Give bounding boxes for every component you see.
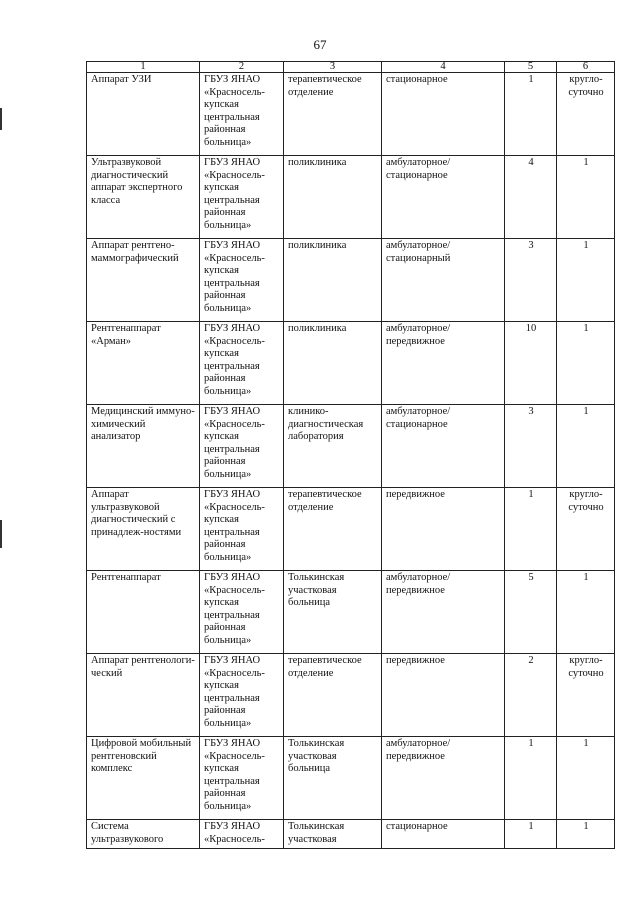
table-row	[87, 405, 615, 488]
column-header: 6	[557, 62, 615, 73]
care-type-cell: амбулаторное/ стационарный	[382, 239, 505, 322]
shift-cell: 1	[557, 156, 615, 239]
equipment-name-cell: Аппарат ультразвуковой диагностический с принадлеж-ностями	[87, 488, 200, 571]
care-type-cell: стационарное	[382, 820, 505, 849]
care-type-cell: передвижное	[382, 654, 505, 737]
shift-cell: кругло-суточно	[557, 488, 615, 571]
care-type-cell: амбулаторное/ стационарное	[382, 156, 505, 239]
institution-cell: ГБУЗ ЯНАО «Красносель-купская центральная районная больница»	[200, 322, 284, 405]
department-cell: поликлиника	[284, 322, 382, 405]
equipment-name-cell: Цифровой мобильный рентгеновский комплекс	[87, 737, 200, 820]
page-number: 67	[313, 37, 327, 52]
scan-mark-bottom	[0, 520, 2, 548]
table-header-row	[87, 62, 615, 73]
column-header: 1	[87, 62, 200, 73]
quantity-cell: 1	[505, 737, 557, 820]
care-type-cell: передвижное	[382, 488, 505, 571]
quantity-cell: 1	[505, 73, 557, 156]
table-row	[87, 737, 615, 820]
shift-cell: 1	[557, 737, 615, 820]
shift-cell: 1	[557, 322, 615, 405]
quantity-cell: 1	[505, 820, 557, 849]
department-cell: Толькинская участковая	[284, 820, 382, 849]
quantity-cell: 2	[505, 654, 557, 737]
shift-cell: кругло-суточно	[557, 73, 615, 156]
equipment-name-cell: Ультразвуковой диагностический аппарат экспертного класса	[87, 156, 200, 239]
institution-cell: ГБУЗ ЯНАО «Красносель-купская центральная районная больница»	[200, 571, 284, 654]
department-cell: терапевтическое отделение	[284, 488, 382, 571]
institution-cell: ГБУЗ ЯНАО «Красносель-купская центральная районная больница»	[200, 73, 284, 156]
equipment-name-cell: Аппарат рентгенологи-ческий	[87, 654, 200, 737]
shift-cell: 1	[557, 239, 615, 322]
institution-cell: ГБУЗ ЯНАО «Красносель-	[200, 820, 284, 849]
column-header: 3	[284, 62, 382, 73]
care-type-cell: амбулаторное/ стационарное	[382, 405, 505, 488]
shift-cell: 1	[557, 571, 615, 654]
quantity-cell: 4	[505, 156, 557, 239]
table-row	[87, 488, 615, 571]
care-type-cell: амбулаторное/ передвижное	[382, 322, 505, 405]
department-cell: поликлиника	[284, 156, 382, 239]
institution-cell: ГБУЗ ЯНАО «Красносель-купская центральная районная больница»	[200, 654, 284, 737]
quantity-cell: 5	[505, 571, 557, 654]
department-cell: Толькинская участковая больница	[284, 571, 382, 654]
department-cell: терапевтическое отделение	[284, 73, 382, 156]
institution-cell: ГБУЗ ЯНАО «Красносель-купская центральная районная больница»	[200, 405, 284, 488]
care-type-cell: амбулаторное/ передвижное	[382, 571, 505, 654]
table-row	[87, 239, 615, 322]
department-cell: Толькинская участковая больница	[284, 737, 382, 820]
department-cell: клинико-диагностическая лаборатория	[284, 405, 382, 488]
shift-cell: 1	[557, 820, 615, 849]
equipment-name-cell: Аппарат УЗИ	[87, 73, 200, 156]
quantity-cell: 3	[505, 405, 557, 488]
equipment-table	[86, 61, 615, 849]
equipment-name-cell: Рентгенаппарат «Арман»	[87, 322, 200, 405]
shift-cell: кругло-суточно	[557, 654, 615, 737]
table-row	[87, 156, 615, 239]
institution-cell: ГБУЗ ЯНАО «Красносель-купская центральная районная больница»	[200, 737, 284, 820]
scan-mark-top	[0, 108, 2, 130]
equipment-name-cell: Система ультразвукового	[87, 820, 200, 849]
care-type-cell: амбулаторное/ передвижное	[382, 737, 505, 820]
quantity-cell: 1	[505, 488, 557, 571]
column-header: 4	[382, 62, 505, 73]
department-cell: терапевтическое отделение	[284, 654, 382, 737]
table-row	[87, 571, 615, 654]
equipment-name-cell: Медицинский иммуно-химический анализатор	[87, 405, 200, 488]
table-row	[87, 73, 615, 156]
table-row	[87, 820, 615, 849]
institution-cell: ГБУЗ ЯНАО «Красносель-купская центральная районная больница»	[200, 156, 284, 239]
column-header: 2	[200, 62, 284, 73]
column-header: 5	[505, 62, 557, 73]
equipment-name-cell: Аппарат рентгено-маммографический	[87, 239, 200, 322]
department-cell: поликлиника	[284, 239, 382, 322]
table-row	[87, 654, 615, 737]
institution-cell: ГБУЗ ЯНАО «Красносель-купская центральная районная больница»	[200, 239, 284, 322]
institution-cell: ГБУЗ ЯНАО «Красносель-купская центральная районная больница»	[200, 488, 284, 571]
shift-cell: 1	[557, 405, 615, 488]
equipment-name-cell: Рентгенаппарат	[87, 571, 200, 654]
quantity-cell: 3	[505, 239, 557, 322]
table-row	[87, 322, 615, 405]
care-type-cell: стационарное	[382, 73, 505, 156]
quantity-cell: 10	[505, 322, 557, 405]
